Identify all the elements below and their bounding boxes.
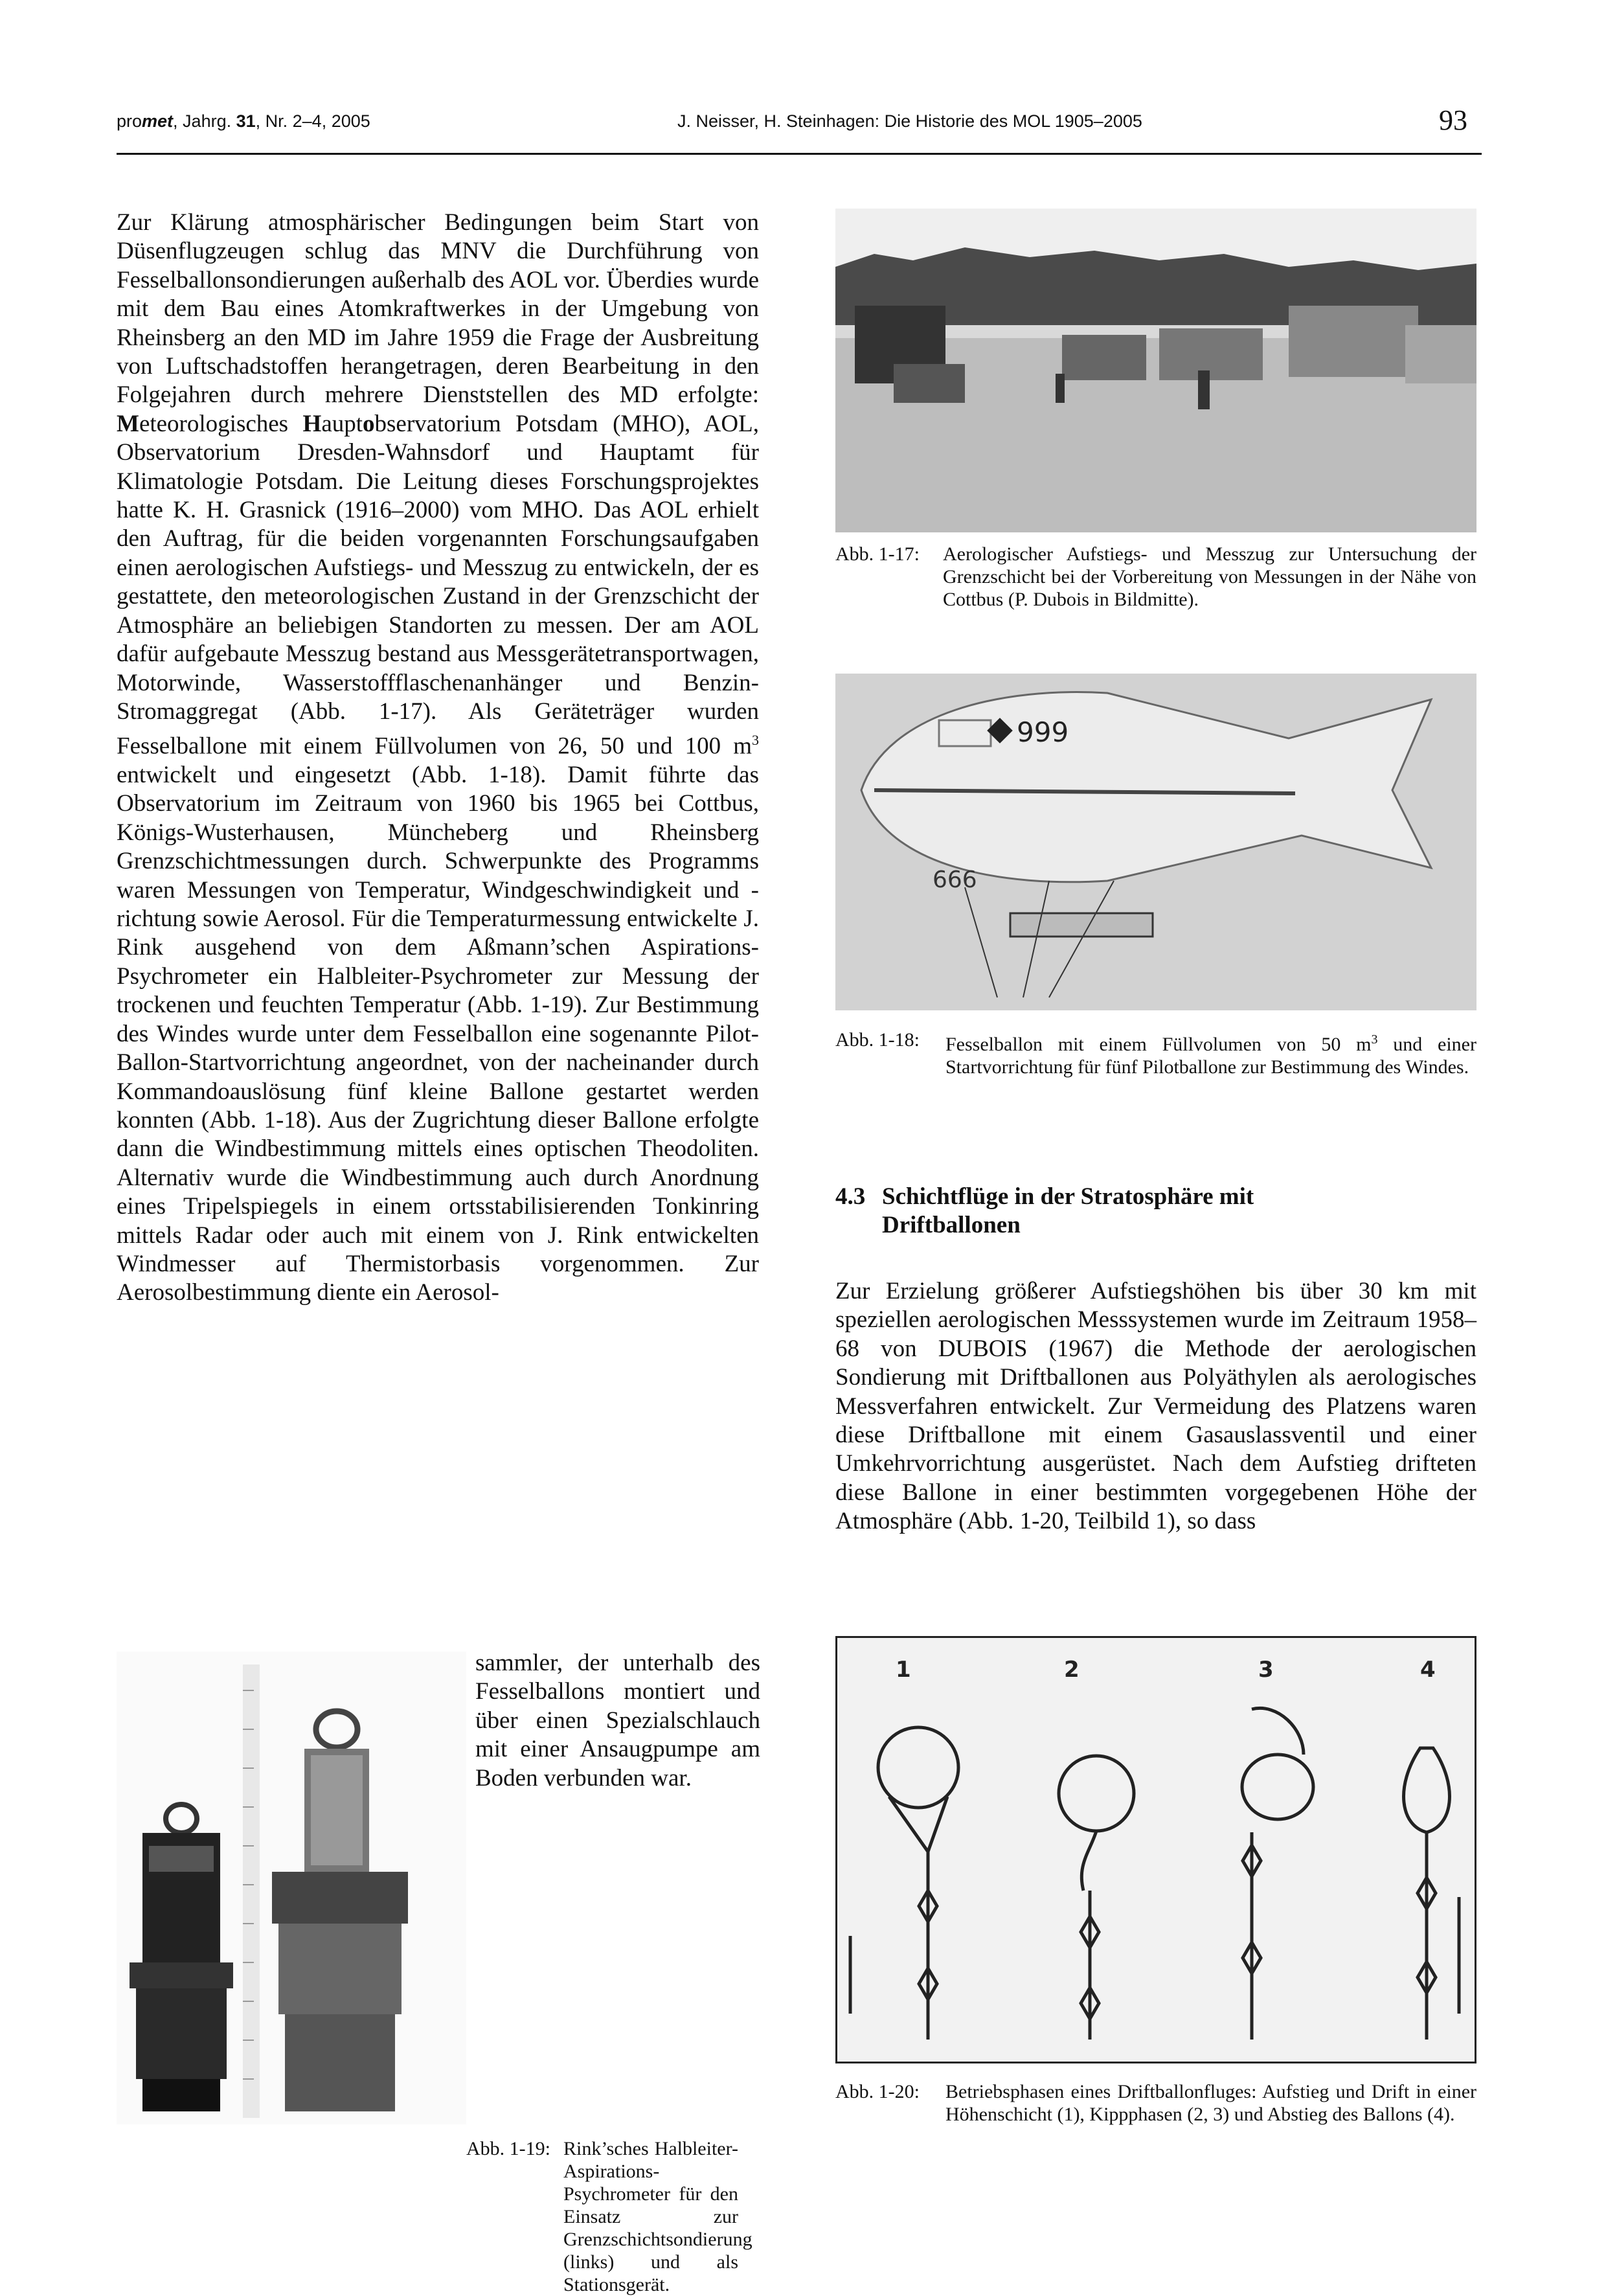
panel-number-1: 1 <box>896 1657 911 1683</box>
balloon-number-mirrored: 666 <box>933 867 977 893</box>
right-column-text: Zur Erzielung größerer Aufstiegshöhen bis über 30 km mit speziellen aerologischen Messsystemen wurde im Zeitraum 1958–68 von DUBOIS (1967) die Methode der aerologischen Sondierung mit Driftballonen aus Polyäthylen als aerologisches Messverfahren entwickelt. Zur Vermeidung des Platzens waren diese Driftballone mit einem Gasauslassventil und einer Umkehrvorrichtung ausgerüstet. Nach dem Aufstieg drifteten diese Ballone in einer bestimmten vorgegebenen Höhe der Atmosphäre (Abb. 1-20, Teilbild 1), so dass <box>835 1278 1476 1535</box>
figure-1-19-photo <box>117 1652 466 2124</box>
section-title-line2: Driftballonen <box>882 1212 1021 1238</box>
section-title-line1: Schichtflüge in der Stratosphäre mit <box>882 1183 1254 1210</box>
caption-1-20: Abb. 1-20: Betriebsphasen eines Driftballonfluges: Aufstieg und Drift in einer Höhenschicht (1), Kippphasen (2, 3) und Abstieg des Ballons (4). <box>835 2081 1476 2125</box>
section-number: 4.3 <box>835 1183 866 1210</box>
journal-citation: promet, Jahrg. 31, Nr. 2–4, 2005 <box>117 111 370 131</box>
figure-1-17-photo <box>835 209 1476 532</box>
panel-number-4: 4 <box>1420 1657 1436 1683</box>
header-rule <box>117 153 1482 155</box>
page-number: 93 <box>1439 104 1467 136</box>
running-title: J. Neisser, H. Steinhagen: Die Historie des MOL 1905–2005 <box>677 111 1142 131</box>
drift-balloon-phases-image <box>837 1638 1475 2062</box>
panel-number-3: 3 <box>1258 1657 1274 1683</box>
psychrometer-image <box>117 1652 466 2124</box>
balloon-number: 999 <box>1017 716 1069 748</box>
caption-1-17: Abb. 1-17: Aerologischer Aufstiegs- und Messzug zur Untersuchung der Grenzschicht bei der Vorbereitung von Messungen in der Nähe von Cottbus (P. Dubois in Bildmitte). <box>835 543 1476 610</box>
running-header <box>117 104 1482 142</box>
wrapped-paragraph: sammler, der unterhalb des Fesselballons montiert und über einen Spezialschlauch mit einer Ansaugpumpe am Boden verbunden war. <box>475 1650 760 1791</box>
paragraph-left: Zur Klärung atmosphärischer Bedingungen beim Start von Düsenflugzeugen schlug das MNV die Durchführung von Fesselballonsondierungen außerhalb des AOL vor. Überdies wurde mit dem Bau eines Atomkraftwerkes in der Umgebung von Rheinsberg an den MD im Jahre 1959 die Frage der Ausbreitung von Luftschadstoffen herangetragen, deren Bearbeitung in den Folgejahren durch mehrere Dienststellen des MD erfolgte: Meteorologisches Hauptobservatorium Potsdam (MHO), AOL, Observatorium Dresden-Wahnsdorf und Hauptamt für Klimatologie Potsdam. Die Leitung dieses Forschungsprojektes hatte K. H. Grasnick (1916–2000) vom MHO. Das AOL erhielt den Auftrag, für die beiden vorgenannten Forschungsaufgaben einen aerologischen Aufstiegs- und Messzug zu entwickeln, der es gestattete, den meteorologischen Zustand in der Grenzschicht der Atmosphäre an beliebigen Standorten zu messen. Der am AOL dafür aufgebaute Messzug bestand aus Messgerätetransportwagen, Motorwinde, Wasserstoffflaschenanhänger und Benzin-Stromaggregat (Abb. 1-17). Als Geräteträger wurden Fesselballone mit einem Füllvolumen von 26, 50 und 100 $m^3$ entwickelt und eingesetzt (Abb. 1-18). Damit führte das Observatorium im Zeitraum von 1960 bis 1965 bei Cottbus, Königs-Wusterhausen, Müncheberg und Rheinsberg Grenzschichtmessungen durch. Schwerpunkte des Programms waren Messungen von Temperatur, Windgeschwindigkeit und -richtung sowie Aerosol. Für die Temperaturmessung entwickelte J. Rink ausgehend von dem Aßmann’schen Aspirations-Psychrometer ein Halbleiter-Psychrometer zur Messung der trockenen und feuchten Temperatur (Abb. 1-19). Zur Bestimmung des Windes wurde unter dem Fesselballon eine sogenannte Pilot-Ballon-Startvorrichtung angeordnet, von der nacheinander durch Kommandoauslösung fünf kleine Ballone gestartet werden konnten (Abb. 1-18). Aus der Zugrichtung dieser Ballone erfolgte dann die Windbestimmung mittels eines optischen Theodoliten. Alternativ wurde die Windbestimmung auch durch Anordnung eines Tripelspiegels in einem ortsstabilisierenden Tonkinring mittels Radar oder auch mit einem von J. Rink entwickelten Windmesser auf Thermistorbasis vorgenommen. Zur Aerosolbestimmung diente ein Aerosol- <box>117 209 759 1306</box>
field-photo-image <box>835 209 1476 532</box>
caption-1-18: Abb. 1-18: Fesselballon mit einem Füllvolumen von 50 $m^3$ und einer Startvorrichtung für fünf Pilotballone zur Bestimmung des Windes. <box>835 1029 1476 1078</box>
left-column-text <box>117 209 759 1308</box>
section-heading <box>835 1183 1476 1240</box>
caption-1-19: Abb. 1-19: Rink’sches Halbleiter-Aspirations-Psychrometer für den Einsatz zur Grenzschichtsondierung (links) und als Stationsgerät. <box>466 2138 752 2295</box>
panel-number-2: 2 <box>1064 1657 1080 1683</box>
figure-1-20-diagram <box>835 1636 1476 2063</box>
tethered-balloon-image <box>835 674 1476 1010</box>
figure-1-18-photo <box>835 674 1476 1010</box>
